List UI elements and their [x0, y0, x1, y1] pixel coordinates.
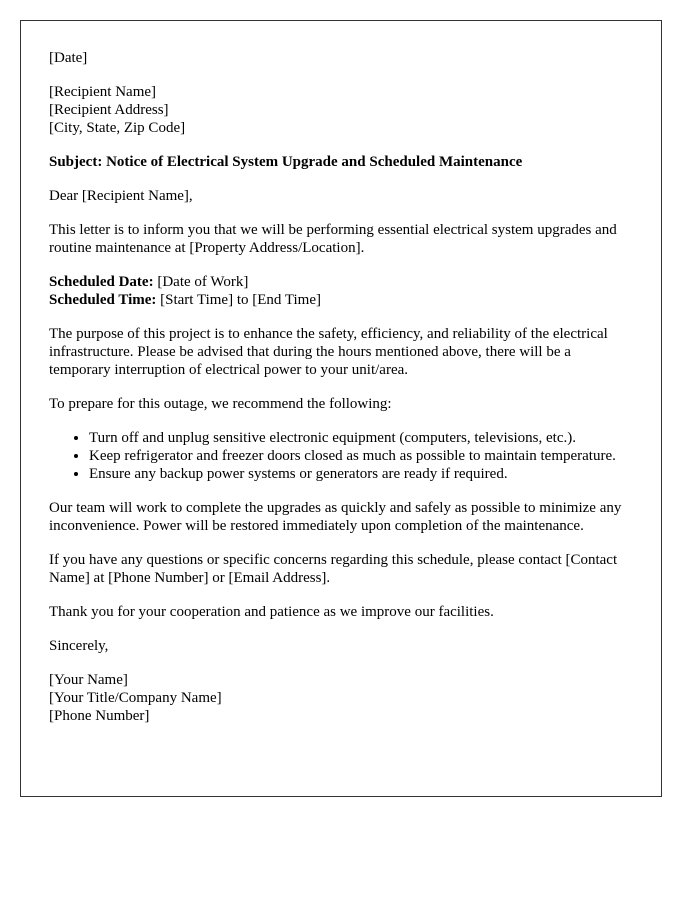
scheduled-time-value: [Start Time] to [End Time]: [156, 292, 321, 308]
signature-title: [Your Title/Company Name]: [49, 690, 222, 706]
date: [Date]: [49, 50, 88, 66]
recipient-address: [Recipient Address]: [49, 102, 169, 118]
salutation: Dear [Recipient Name],: [49, 188, 193, 204]
contact-paragraph: If you have any questions or specific concerns regarding this schedule, please contact [Contact Name] at [Phone Number] or [Email Address].: [49, 552, 618, 586]
signature-name: [Your Name]: [49, 672, 128, 688]
schedule-block: [49, 273, 633, 309]
list-item: • Keep refrigerator and freezer doors closed as much as possible to maintain temperature.: [89, 447, 633, 465]
recipient-name: [Recipient Name]: [49, 84, 157, 100]
subject: Subject: Notice of Electrical System Upgrade and Scheduled Maintenance: [49, 154, 523, 170]
signature-phone: [Phone Number]: [49, 708, 150, 724]
scheduled-date-label: Scheduled Date:: [49, 274, 154, 290]
prepare-intro: To prepare for this outage, we recommend the following:: [49, 396, 392, 412]
signature-block: [49, 671, 633, 725]
closing: Sincerely,: [49, 638, 109, 654]
recommendations-list: [49, 429, 633, 483]
scheduled-time-label: Scheduled Time:: [49, 292, 157, 308]
team-paragraph: Our team will work to complete the upgrades as quickly and safely as possible to minimize any inconvenience. Power will be restored immediately upon completion of the maintenance.: [49, 500, 622, 534]
purpose-paragraph: The purpose of this project is to enhance the safety, efficiency, and reliability of the electrical infrastructure. Please be advised that during the hours mentioned above, there will be a temporary interruption of electrical power to your unit/area.: [49, 326, 608, 378]
intro-paragraph: This letter is to inform you that we will be performing essential electrical system upgrades and routine maintenance at [Property Address/Location].: [49, 222, 617, 256]
letter: [20, 20, 662, 797]
list-item: • Ensure any backup power systems or generators are ready if required.: [89, 465, 633, 483]
thanks-paragraph: Thank you for your cooperation and patience as we improve our facilities.: [49, 604, 494, 620]
list-item: • Turn off and unplug sensitive electronic equipment (computers, televisions, etc.).: [89, 429, 633, 447]
scheduled-date-value: [Date of Work]: [153, 274, 249, 290]
recipient-city: [City, State, Zip Code]: [49, 120, 186, 136]
recipient-block: [49, 83, 633, 137]
